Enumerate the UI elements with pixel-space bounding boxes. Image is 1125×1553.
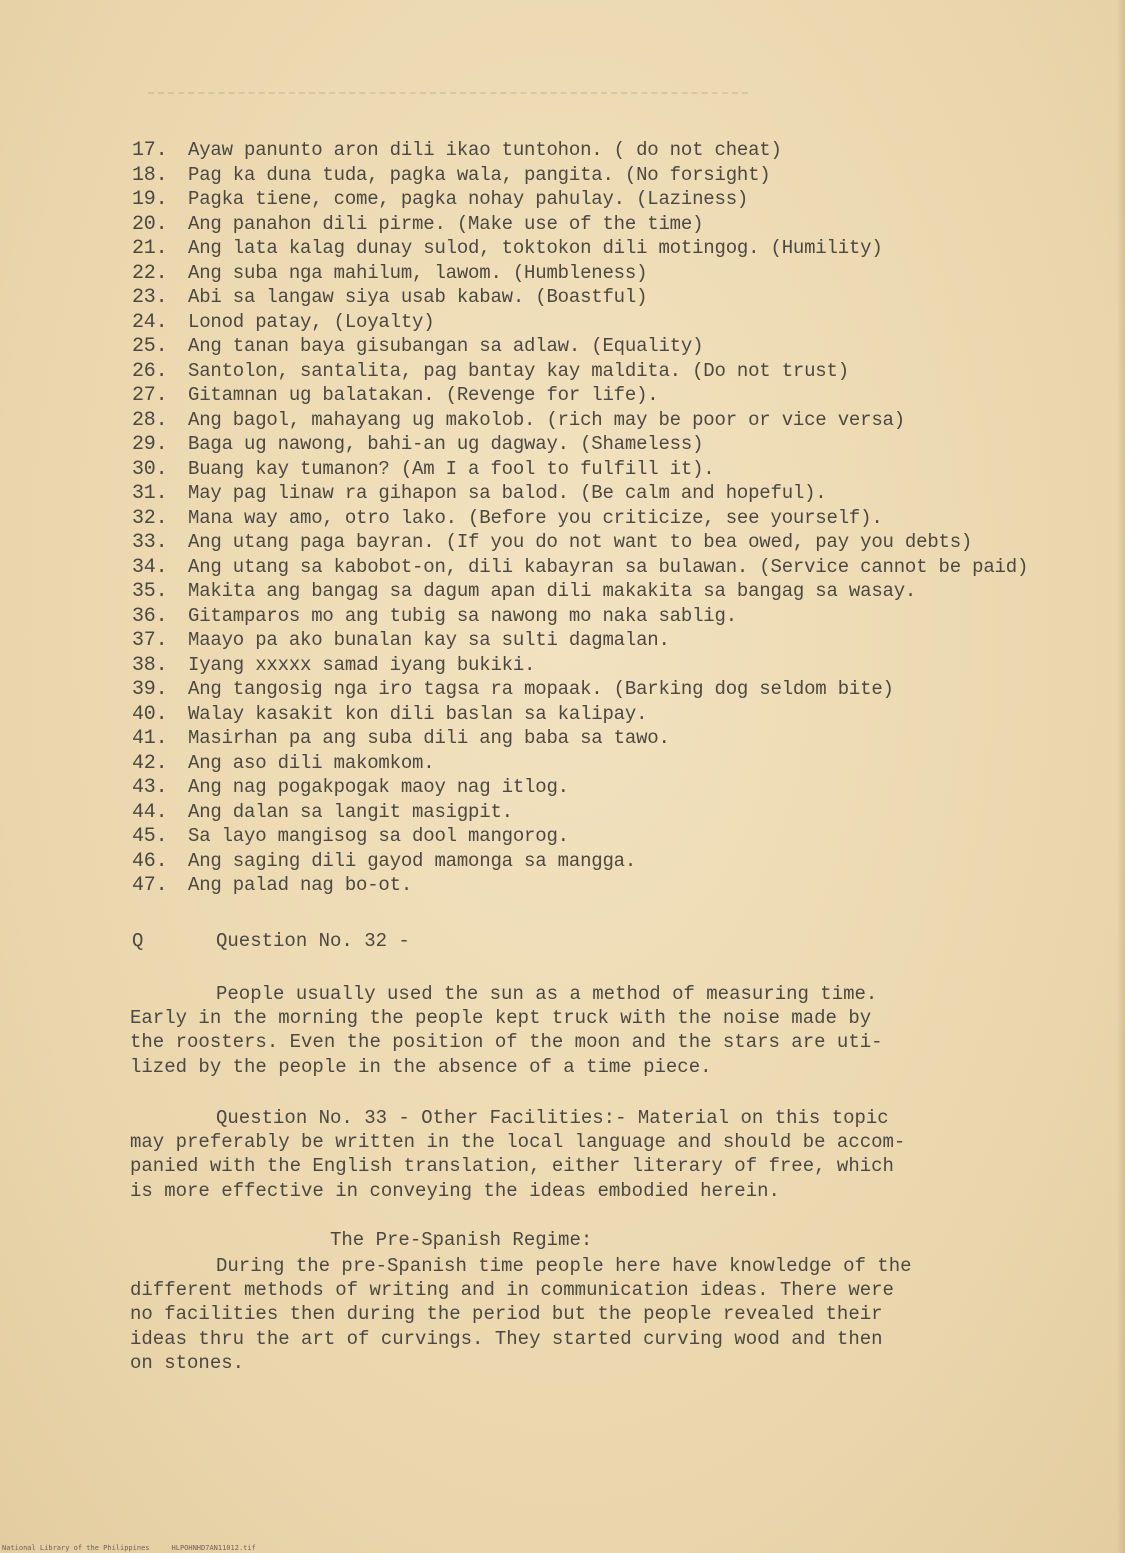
proverb-text: Gitamparos mo ang tubig sa nawong mo naka sablig. [188,604,737,627]
proverb-number: 33. [132,531,168,554]
proverb-item [132,677,1122,702]
proverb-number: 37. [132,629,168,652]
proverb-item [132,530,1122,555]
paragraph-line: Question No. 33 - Other Facilities:- Material on this topic [216,1107,889,1129]
paragraph-line: Early in the morning the people kept truck with the noise made by [130,1007,872,1030]
proverb-text: Gitamnan ug balatakan. (Revenge for life). [188,384,659,406]
proverb-number: 27. [132,384,168,407]
proverb-item [132,212,1122,237]
proverb-text: Ang panahon dili pirme. (Make use of the time) [188,212,704,235]
proverb-number: 24. [132,310,168,334]
proverb-text: Baga ug nawong, bahi-an ug dagway. (Shameless) [188,433,704,455]
proverb-item [132,604,1122,629]
proverb-number: 32. [132,506,168,530]
paragraph-line: no facilities then during the period but the people revealed their [130,1303,883,1326]
proverb-item [132,261,1122,286]
proverb-number: 29. [132,433,168,456]
proverb-item [132,457,1122,482]
proverb-number: 44. [132,800,168,824]
proverb-item [132,726,1122,751]
scan-footer [2,1544,278,1552]
paragraph-line: on stones. [130,1351,245,1374]
proverb-item [132,579,1122,604]
proverb-item [132,236,1122,261]
proverb-text: Makita ang bangag sa dagum apan dili makakita sa bangag sa wasay. [188,580,917,602]
proverb-item [132,310,1122,335]
proverb-item [132,873,1122,898]
proverb-number: 40. [132,702,168,726]
question-32-paragraph [130,982,1010,1079]
proverb-item [132,187,1122,212]
footer-file: HLPOHNHD7AN11012.tif [171,1544,256,1552]
proverb-item [132,628,1122,653]
proverb-text: Ang dalan sa langit masigpit. [188,800,513,823]
proverb-item [132,506,1122,531]
proverb-text: Ayaw panunto aron dili ikao tuntohon. ( do not cheat) [188,139,782,161]
proverb-number: 21. [132,237,168,260]
proverb-text: Walay kasakit kon dili baslan sa kalipay. [188,702,648,725]
proverb-item [132,359,1122,384]
proverb-number: 31. [132,482,168,505]
proverb-text: Santolon, santalita, pag bantay kay maldita. (Do not trust) [188,359,849,382]
proverb-item [132,775,1122,800]
proverb-number: 38. [132,653,168,677]
proverb-text: Masirhan pa ang suba dili ang baba sa tawo. [188,727,670,749]
proverb-item [132,702,1122,727]
proverb-text: Maayo pa ako bunalan kay sa sulti dagmalan. [188,629,670,651]
proverb-item [132,163,1122,188]
header-smudge [148,92,748,100]
proverb-item [132,800,1122,825]
proverb-text: Ang tangosig nga iro tagsa ra mopaak. (Barking dog seldom bite) [188,678,894,700]
proverb-item [132,138,1122,163]
paragraph-line: During the pre-Spanish time people here have knowledge of the [216,1255,912,1277]
proverb-text: Ang saging dili gayod mamonga sa mangga. [188,849,637,872]
proverb-number: 47. [132,874,168,897]
proverb-text: Ang bagol, mahayang ug makolob. (rich may be poor or vice versa) [188,408,905,431]
proverb-item [132,334,1122,359]
question-32-heading [132,928,410,954]
proverb-number: 18. [132,163,168,187]
paragraph-line: may preferably be written in the local language and should be accom- [130,1131,906,1154]
paragraph-line: is more effective in conveying the ideas embodied herein. [130,1179,780,1202]
proverb-item [132,653,1122,678]
proverb-item [132,383,1122,408]
proverb-text: Lonod patay, (Loyalty) [188,310,435,333]
proverb-text: Ang suba nga mahilum, lawom. (Humbleness) [188,261,648,284]
question-32-title: Question No. 32 - [216,930,410,952]
question-marker: Q [132,930,144,952]
proverb-number: 36. [132,604,168,628]
proverb-item [132,408,1122,433]
proverb-text: Ang tanan baya gisubangan sa adlaw. (Equality) [188,335,704,357]
proverb-text: Ang nag pogakpogak maoy nag itlog. [188,776,569,798]
proverb-text: Mana way amo, otro lako. (Before you criticize, see yourself). [188,506,883,529]
pre-spanish-paragraph [130,1254,1010,1375]
proverb-number: 28. [132,408,168,432]
proverb-text: Ang utang sa kabobot-on, dili kabayran sa bulawan. (Service cannot be paid) [188,555,1029,578]
proverb-item [132,432,1122,457]
proverb-list [132,138,1122,898]
proverb-item [132,849,1122,874]
proverb-number: 22. [132,261,168,285]
proverb-item [132,751,1122,776]
paragraph-line: lized by the people in the absence of a time piece. [130,1055,712,1078]
proverb-text: Buang kay tumanon? (Am I a fool to fulfill it). [188,457,715,480]
proverb-text: Sa layo mangisog sa dool mangorog. [188,825,569,847]
proverb-number: 26. [132,359,168,383]
proverb-text: May pag linaw ra gihapon sa balod. (Be calm and hopeful). [188,482,827,504]
proverb-number: 42. [132,751,168,775]
proverb-text: Ang utang paga bayran. (If you do not want to bea owed, pay you debts) [188,531,973,553]
proverb-number: 43. [132,776,168,799]
proverb-text: Pag ka duna tuda, pagka wala, pangita. (No forsight) [188,163,771,186]
proverb-text: Iyang xxxxx samad iyang bukiki. [188,653,536,676]
proverb-number: 30. [132,457,168,481]
question-33-paragraph [130,1106,1010,1203]
proverb-item [132,824,1122,849]
proverb-number: 41. [132,727,168,750]
paragraph-line: different methods of writing and in communication ideas. There were [130,1279,894,1302]
pre-spanish-heading: The Pre-Spanish Regime: [330,1229,593,1251]
proverb-number: 23. [132,286,168,309]
proverb-number: 19. [132,188,168,211]
paragraph-line: the roosters. Even the position of the moon and the stars are uti- [130,1031,883,1054]
footer-library: National Library of the Philippines [2,1544,150,1552]
proverb-text: Ang palad nag bo-ot. [188,874,413,896]
proverb-number: 39. [132,678,168,701]
proverb-number: 34. [132,555,168,579]
proverb-number: 46. [132,849,168,873]
proverb-number: 17. [132,139,168,162]
proverb-text: Pagka tiene, come, pagka nohay pahulay. (Laziness) [188,188,749,210]
proverb-number: 45. [132,825,168,848]
proverb-text: Ang lata kalag dunay sulod, toktokon dili motingog. (Humility) [188,237,883,259]
proverb-number: 35. [132,580,168,603]
paragraph-line: panied with the English translation, either literary of free, which [130,1155,894,1178]
proverb-item [132,555,1122,580]
proverb-text: Ang aso dili makomkom. [188,751,435,774]
proverb-item [132,285,1122,310]
proverb-number: 20. [132,212,168,236]
paragraph-line: ideas thru the art of curvings. They started curving wood and then [130,1327,883,1350]
proverb-item [132,481,1122,506]
proverb-number: 25. [132,335,168,358]
paragraph-line: People usually used the sun as a method of measuring time. [216,983,878,1005]
proverb-text: Abi sa langaw siya usab kabaw. (Boastful) [188,286,648,308]
